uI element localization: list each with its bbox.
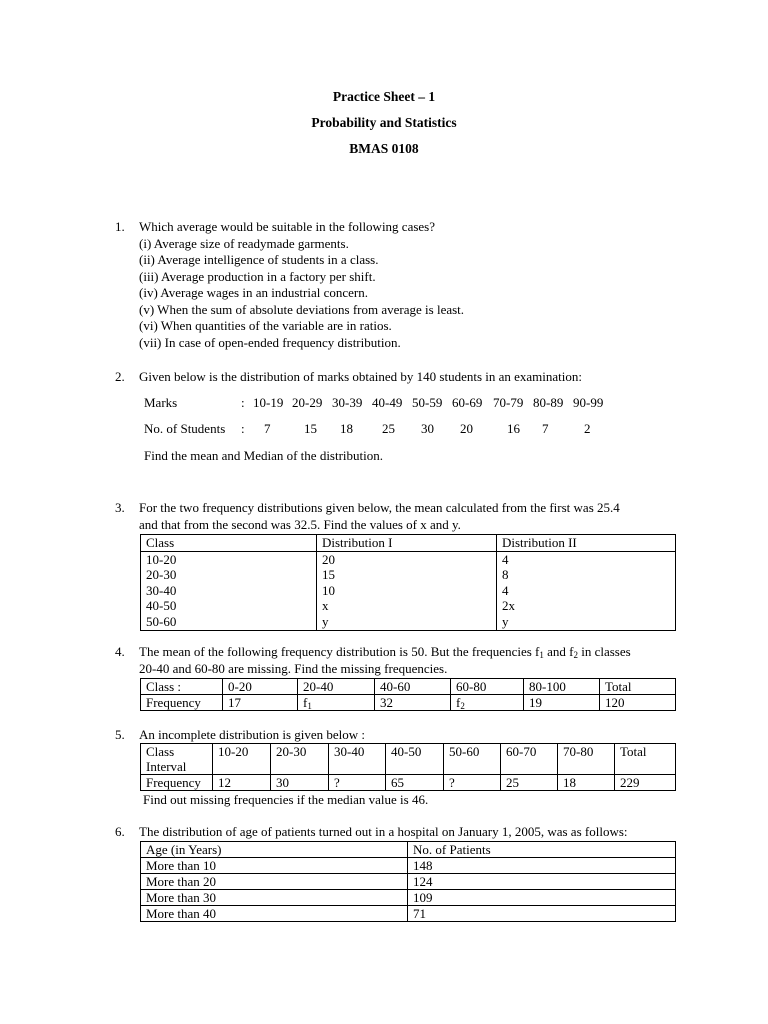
table-row (141, 598, 676, 614)
table-row (141, 551, 676, 567)
list-item: (iv) Average wages in an industrial concern. (139, 285, 368, 300)
incomplete-distribution-table (140, 743, 676, 791)
marks-class: 90-99 (573, 395, 604, 410)
table-cell: 12 (213, 775, 271, 791)
students-colon: : (241, 421, 245, 436)
student-count: 7 (542, 421, 549, 436)
question-number: 3. (115, 500, 125, 515)
table-cell: Class : (141, 679, 223, 695)
table-cell: 60-80 (451, 679, 524, 695)
sheet-title: Practice Sheet – 1 (332, 89, 436, 104)
table-cell: 20-40 (298, 679, 375, 695)
question-text: The mean of the following frequency distribution is 50. But the frequencies $f_1$ and $f_2$ in classes (139, 644, 631, 660)
table-row (141, 679, 676, 695)
question-text: and that from the second was 32.5. Find the values of x and y. (139, 516, 461, 532)
table-cell: 70-80 (558, 744, 615, 775)
table-cell: 20-30 (271, 744, 329, 775)
table-row (141, 906, 676, 922)
table-cell: y (497, 614, 676, 630)
marks-class: 30-39 (332, 395, 363, 410)
student-count: 18 (340, 421, 353, 436)
student-count: 2 (584, 421, 591, 436)
table-cell: Frequency (141, 695, 223, 711)
table-cell: 80-100 (524, 679, 600, 695)
list-item: (i) Average size of readymade garments. (139, 235, 349, 251)
table-cell: x (317, 598, 497, 614)
patients-age-table (140, 841, 676, 922)
table-header-cell: Distribution I (317, 535, 497, 552)
question-text: For the two frequency distributions given below, the mean calculated from the first was 25.4 (139, 500, 620, 515)
question-number: 6. (115, 824, 125, 839)
table-row (141, 695, 676, 711)
table-cell: 40-50 (386, 744, 444, 775)
frequency-table (140, 678, 676, 711)
table-cell: More than 40 (141, 906, 408, 922)
question-text: Which average would be suitable in the following cases? (139, 219, 436, 234)
question-number: 5. (115, 727, 125, 742)
marks-class: 10-19 (253, 395, 284, 410)
table-cell: 18 (558, 775, 615, 791)
table-cell: 30-40 (141, 583, 317, 599)
question-number: 4. (115, 644, 125, 659)
student-count: 20 (460, 421, 473, 436)
table-cell: Total (600, 679, 676, 695)
table-header-cell: Age (in Years) (141, 842, 408, 858)
students-row (144, 421, 624, 438)
student-count: 25 (382, 421, 395, 436)
table-cell: 30-40 (329, 744, 386, 775)
table-row (141, 744, 676, 775)
table-cell: 19 (524, 695, 600, 711)
table-cell: y (317, 614, 497, 630)
table-cell: $f_1$ (298, 695, 375, 711)
table-cell: Total (615, 744, 676, 775)
subject-title: Probability and Statistics (311, 115, 457, 130)
table-row (141, 775, 676, 791)
table-header-row (141, 842, 676, 858)
table-cell: 124 (408, 874, 676, 890)
table-cell: 109 (408, 890, 676, 906)
table-cell: 40-60 (375, 679, 451, 695)
list-item: (vi) When quantities of the variable are in ratios. (139, 318, 392, 333)
table-cell: 65 (386, 775, 444, 791)
table-cell: 50-60 (444, 744, 501, 775)
marks-row (144, 395, 624, 412)
table-cell: 30 (271, 775, 329, 791)
table-cell: 10-20 (213, 744, 271, 775)
marks-class: 50-59 (412, 395, 443, 410)
list-item: (vii) In case of open-ended frequency distribution. (139, 334, 401, 350)
marks-colon: : (241, 395, 245, 410)
table-cell: Class Interval (141, 744, 213, 775)
question-text: The distribution of age of patients turned out in a hospital on January 1, 2005, was as follows: (139, 824, 628, 839)
table-cell: 8 (497, 567, 676, 583)
student-count: 16 (507, 421, 520, 436)
distribution-table (140, 534, 676, 631)
list-item: (v) When the sum of absolute deviations from average is least. (139, 301, 465, 317)
table-cell: 60-70 (501, 744, 558, 775)
student-count: 15 (304, 421, 317, 436)
question-task: Find the mean and Median of the distribution. (144, 448, 384, 463)
marks-class: 60-69 (452, 395, 483, 410)
table-cell: 50-60 (141, 614, 317, 630)
marks-class: 80-89 (533, 395, 564, 410)
table-cell: 20 (317, 551, 497, 567)
table-row (141, 567, 676, 583)
table-cell: More than 20 (141, 874, 408, 890)
table-cell: 10-20 (141, 551, 317, 567)
course-code: BMAS 0108 (349, 141, 419, 156)
question-text: 20-40 and 60-80 are missing. Find the missing frequencies. (139, 660, 448, 676)
table-cell: 10 (317, 583, 497, 599)
table-cell: More than 30 (141, 890, 408, 906)
table-cell: $f_2$ (451, 695, 524, 711)
table-cell: 120 (600, 695, 676, 711)
table-cell: 71 (408, 906, 676, 922)
student-count: 30 (421, 421, 434, 436)
marks-label: Marks (144, 395, 178, 410)
table-cell: 4 (497, 583, 676, 599)
table-header-cell: Class (141, 535, 317, 552)
table-cell: 2x (497, 598, 676, 614)
table-cell: 148 (408, 858, 676, 874)
table-cell: 229 (615, 775, 676, 791)
table-cell: More than 10 (141, 858, 408, 874)
table-cell: 17 (223, 695, 298, 711)
table-cell: 20-30 (141, 567, 317, 583)
table-header-cell: No. of Patients (408, 842, 676, 858)
table-cell: 40-50 (141, 598, 317, 614)
students-label: No. of Students (144, 421, 226, 436)
table-cell: Frequency (141, 775, 213, 791)
table-row (141, 858, 676, 874)
question-task: Find out missing frequencies if the median value is 46. (143, 792, 429, 807)
question-number: 1. (115, 219, 125, 234)
table-cell: 32 (375, 695, 451, 711)
table-row (141, 874, 676, 890)
student-count: 7 (264, 421, 271, 436)
table-row (141, 890, 676, 906)
marks-class: 70-79 (493, 395, 524, 410)
table-cell: 25 (501, 775, 558, 791)
table-row (141, 614, 676, 630)
table-header-cell: Distribution II (497, 535, 676, 552)
table-cell: 15 (317, 567, 497, 583)
table-cell: 0-20 (223, 679, 298, 695)
table-cell: 4 (497, 551, 676, 567)
list-item: (iii) Average production in a factory per shift. (139, 268, 376, 284)
table-cell: ? (444, 775, 501, 791)
table-header-row (141, 535, 676, 552)
question-number: 2. (115, 369, 125, 384)
list-item: (ii) Average intelligence of students in a class. (139, 252, 379, 267)
marks-class: 40-49 (372, 395, 403, 410)
table-cell: ? (329, 775, 386, 791)
question-text: An incomplete distribution is given below : (139, 727, 366, 742)
marks-class: 20-29 (292, 395, 323, 410)
table-row (141, 583, 676, 599)
question-text: Given below is the distribution of marks obtained by 140 students in an examination: (139, 369, 583, 384)
